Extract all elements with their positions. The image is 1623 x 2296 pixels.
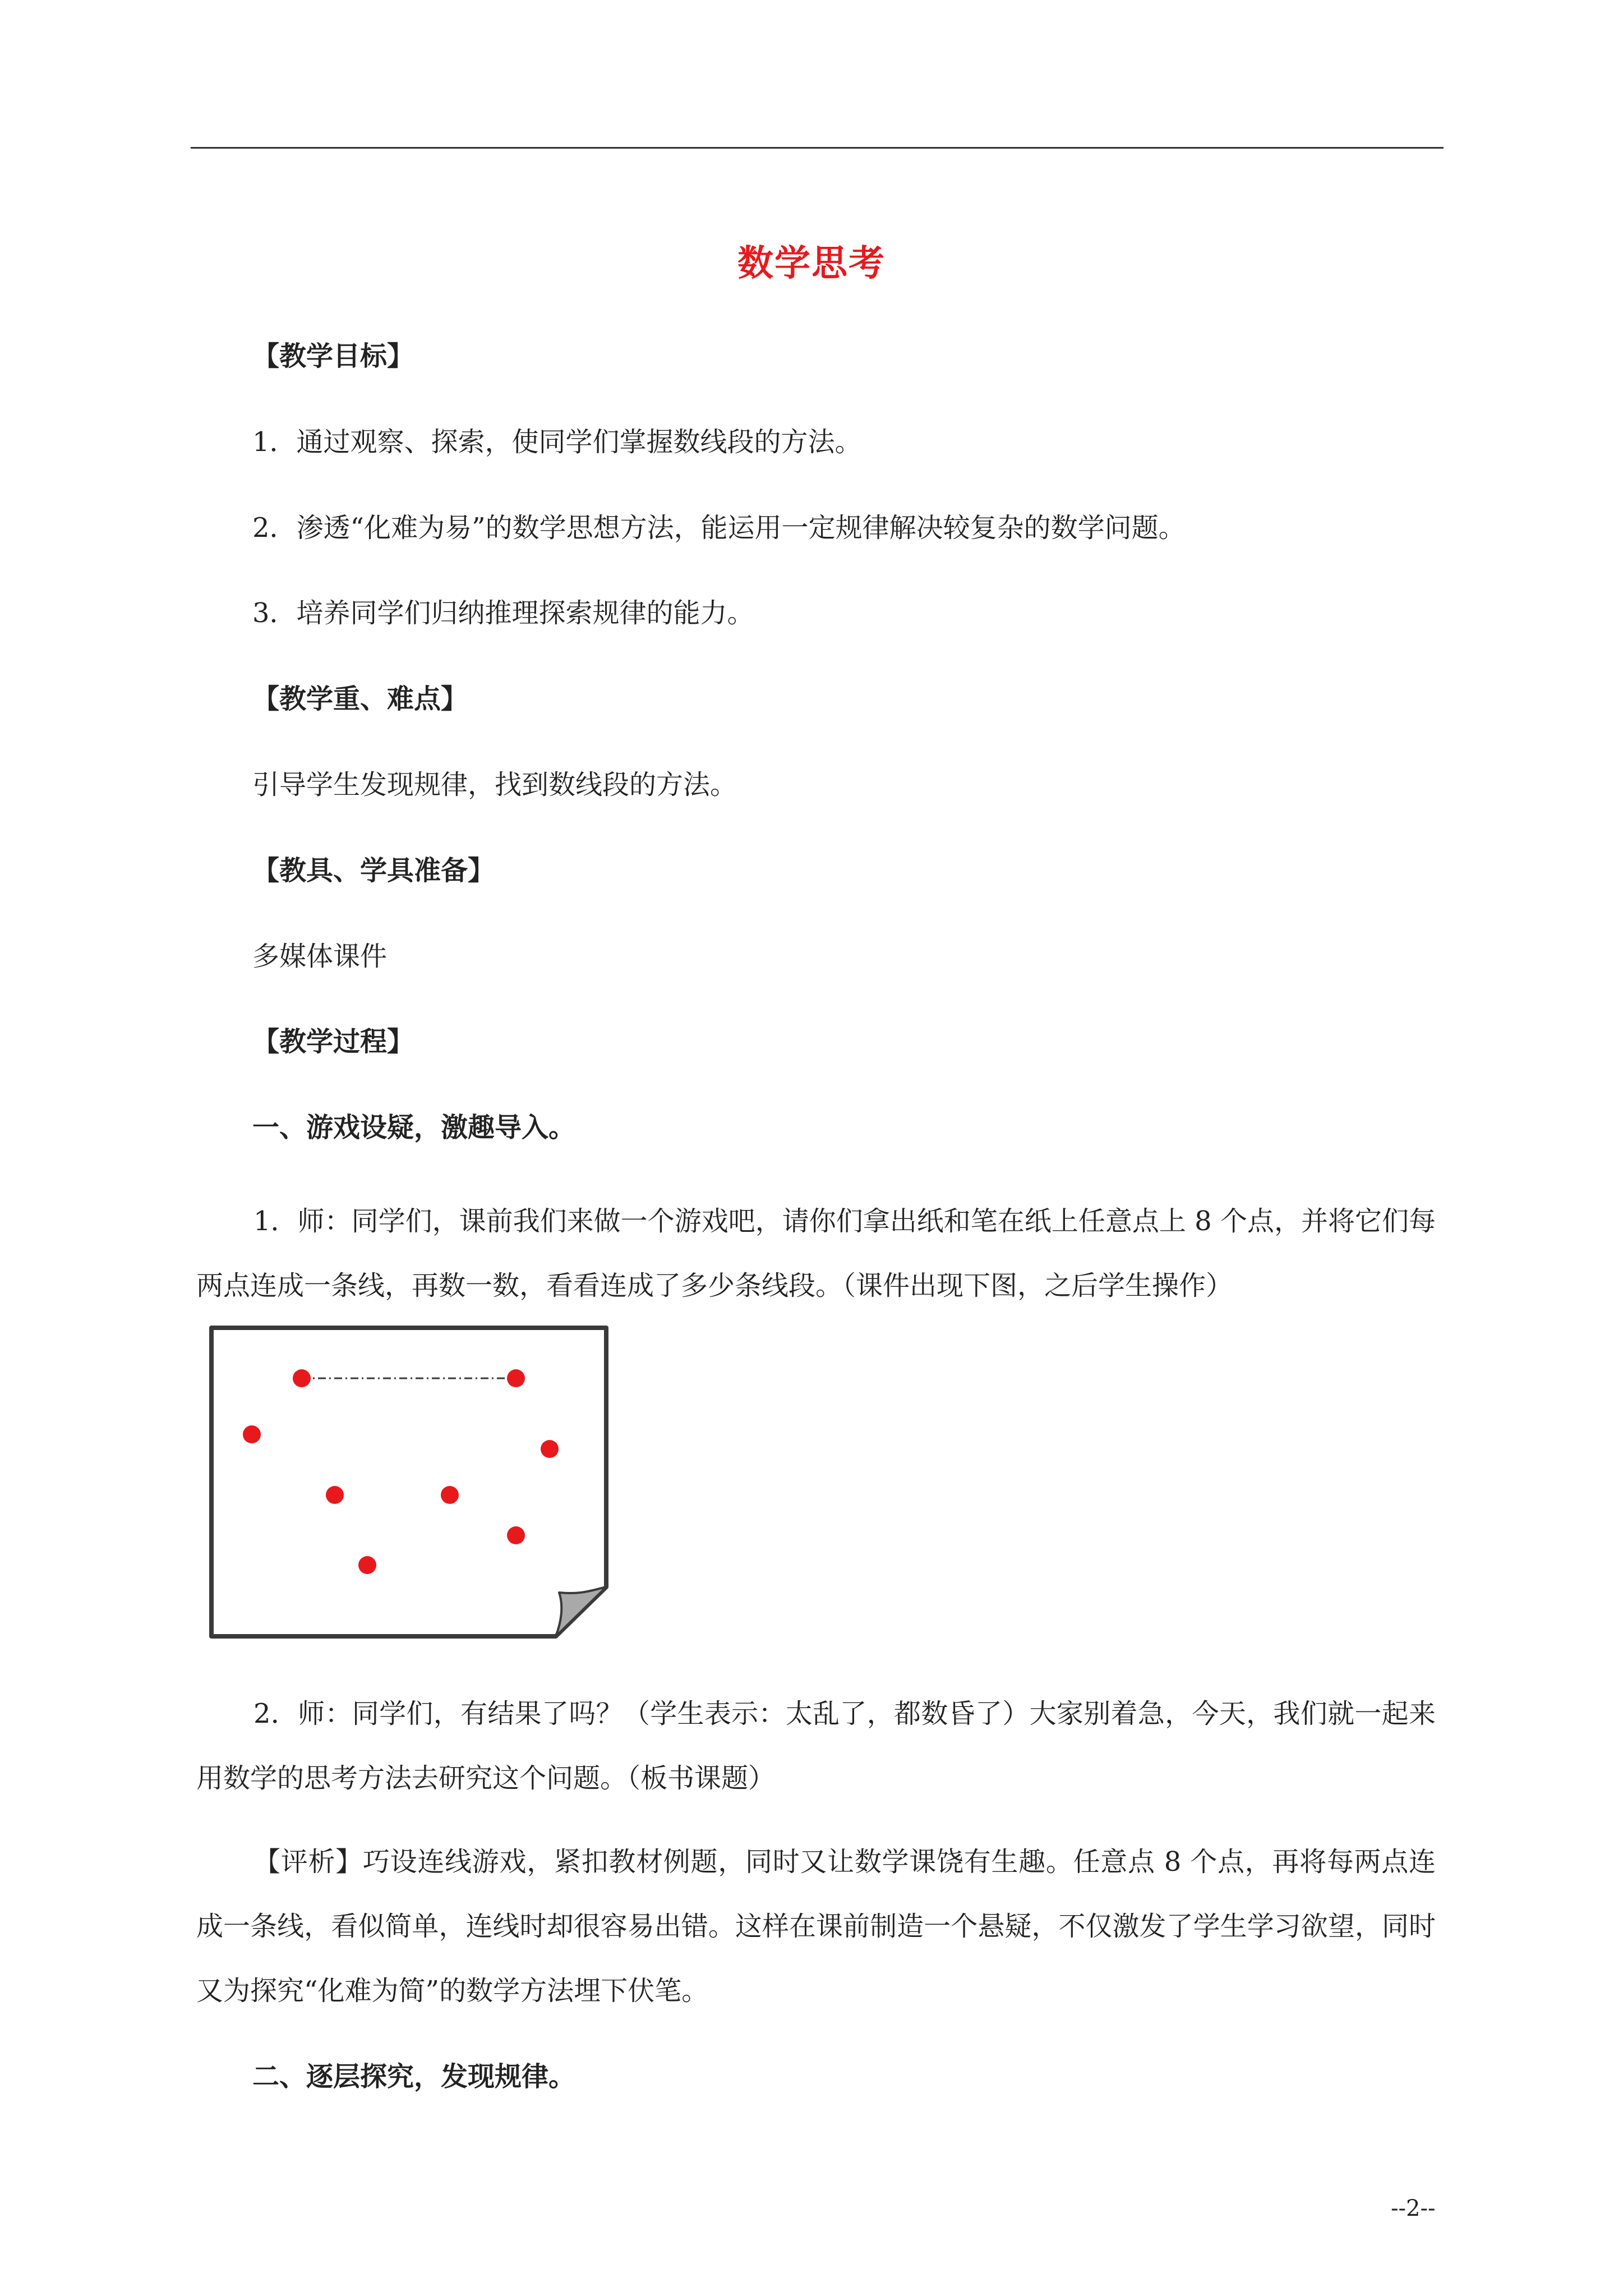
- point-dot: [293, 1369, 311, 1387]
- dots-on-paper-figure: [205, 1322, 608, 1642]
- comment-paragraph: 【评析】巧设连线游戏，紧扣教材例题，同时又让数学课饶有生趣。任意点 8 个点，再将每两点连成一条线，看似简单，连线时却很容易出错。这样在课前制造一个悬疑，不仅激发了学生学习欲望，同时又为探究“化难为简”的数学方法埋下伏笔。: [196, 1846, 1436, 2007]
- materials-heading: 【教具、学具准备】: [252, 855, 495, 886]
- step-2-paragraph: 2．师：同学们，有结果了吗？（学生表示：太乱了，都数昏了）大家别着急，今天，我们就一起来用数学的思考方法去研究这个问题。（板书课题）: [196, 1698, 1436, 1794]
- keypoints-text: 引导学生发现规律，找到数线段的方法。: [252, 769, 737, 800]
- paper-outline: [211, 1328, 606, 1636]
- point-dot: [507, 1369, 525, 1387]
- objective-2: 2．渗透“化难为易”的数学思想方法，能运用一定规律解决较复杂的数学问题。: [252, 512, 1186, 544]
- page-number: --2--: [1391, 2196, 1436, 2221]
- point-dot: [243, 1425, 261, 1443]
- objectives-heading: 【教学目标】: [252, 341, 414, 372]
- part2-heading: 二、逐层探究，发现规律。: [252, 2061, 576, 2092]
- materials-text: 多媒体课件: [252, 941, 388, 972]
- process-heading: 【教学过程】: [252, 1026, 414, 1057]
- objective-3: 3．培养同学们归纳推理探索规律的能力。: [252, 597, 754, 629]
- header-rule: [191, 147, 1444, 149]
- part1-heading: 一、游戏设疑，激趣导入。: [252, 1112, 576, 1143]
- point-dot: [326, 1486, 344, 1504]
- point-dot: [358, 1556, 376, 1574]
- point-dot: [507, 1526, 525, 1544]
- objective-1: 1．通过观察、探索，使同学们掌握数线段的方法。: [252, 426, 862, 458]
- page-curl-icon: [556, 1587, 606, 1636]
- point-dot: [541, 1440, 559, 1458]
- keypoints-heading: 【教学重、难点】: [252, 683, 468, 715]
- step-1-paragraph: 1．师：同学们，课前我们来做一个游戏吧，请你们拿出纸和笔在纸上任意点上 8 个点，并将它们每两点连成一条线，再数一数，看看连成了多少条线段。（课件出现下图，之后学生操作）: [196, 1205, 1436, 1301]
- point-dot: [441, 1486, 459, 1504]
- page-title: 数学思考: [737, 242, 886, 284]
